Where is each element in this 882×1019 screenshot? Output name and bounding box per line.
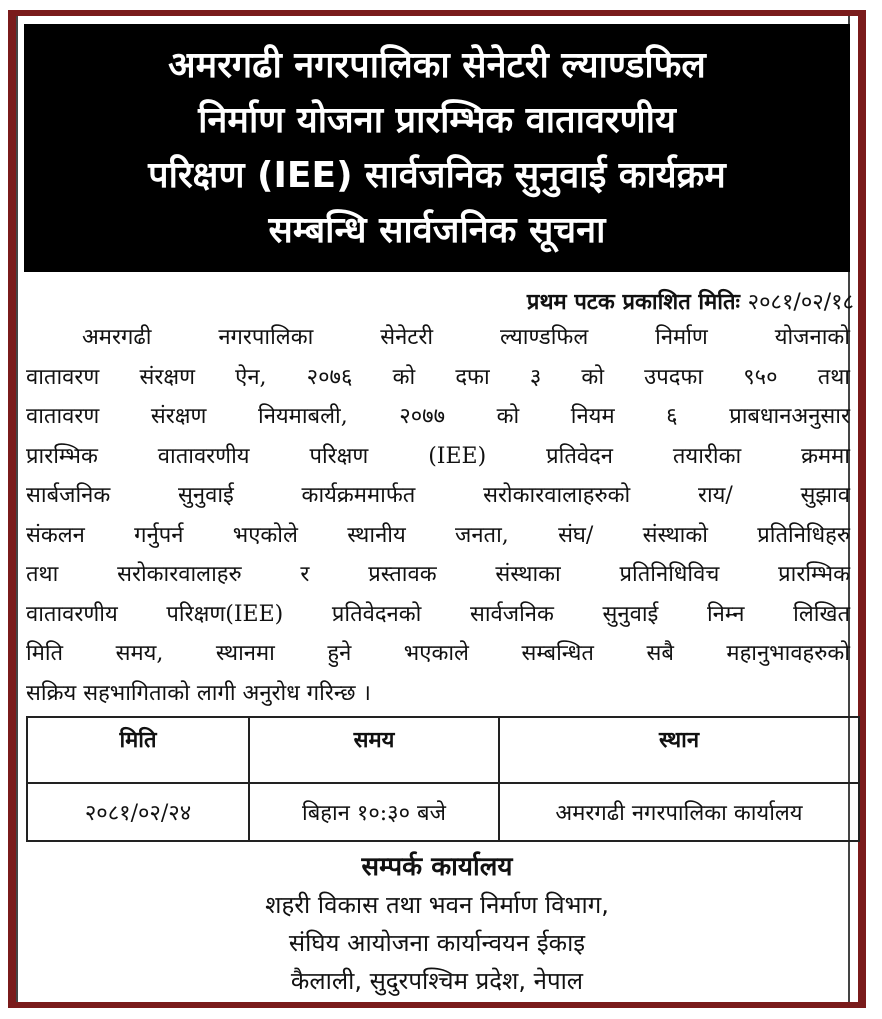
headline-line: परिक्षण (IEE) सार्वजनिक सुनुवाई कार्यक्रम <box>148 155 726 196</box>
body-line: तथा सरोकारवालाहरु र प्रस्तावक संस्थाका प्रतिनिधिविच प्रारम्भिक <box>26 562 850 587</box>
publication-date-value: २०८१/०२/१८ <box>747 290 854 315</box>
headline-line: सम्बन्धि सार्वजनिक सूचना <box>268 210 606 251</box>
contact-title: सम्पर्क कार्यालय <box>361 852 513 882</box>
notice-headline <box>24 24 850 272</box>
publication-label: प्रथम पटक प्रकाशित मितिः <box>526 290 740 315</box>
header-time: समय <box>249 717 499 783</box>
contact-line: संघिय आयोजना कार्यान्वयन ईकाइ <box>288 929 586 957</box>
contact-line: शहरी विकास तथा भवन निर्माण विभाग, <box>265 891 609 919</box>
headline-line: अमरगढी नगरपालिका सेनेटरी ल्याण्डफिल <box>168 45 706 86</box>
body-line: वातावरणीय परिक्षण(IEE) प्रतिवेदनको सार्वजनिक सुनुवाई निम्न लिखित <box>26 601 850 627</box>
body-line: मिति समय, स्थानमा हुने भएकाले सम्बन्धित सबै महानुभावहरुको <box>26 641 850 666</box>
headline-line: निर्माण योजना प्रारम्भिक वातावरणीय <box>198 100 676 141</box>
body-line: सक्रिय सहभागिताको लागी अनुरोध गरिन्छ । <box>26 680 371 706</box>
body-line: संकलन गर्नुपर्न भएकोले स्थानीय जनता, संघ/ संस्थाको प्रतिनिधिहरु <box>26 522 850 548</box>
body-line: प्रारम्भिक वातावरणीय परिक्षण (IEE) प्रतिवेदन तयारीका क्रममा <box>26 443 850 469</box>
header-venue: स्थान <box>499 717 859 783</box>
body-line: सार्बजनिक सुनुवाई कार्यक्रममार्फत सरोकारवालाहरुको राय/ सुझाव <box>26 483 850 508</box>
body-line: वातावरण संरक्षण ऐन, २०७६ को दफा ३ को उपदफा ९५० तथा <box>26 364 850 390</box>
notice-body <box>26 318 850 713</box>
cell-venue: अमरगढी नगरपालिका कार्यालय <box>499 783 859 841</box>
body-line: अमरगढी नगरपालिका सेनेटरी ल्याण्डफिल निर्माण योजनाको <box>82 325 850 350</box>
schedule-table <box>26 716 860 842</box>
header-date: मिति <box>27 717 249 783</box>
contact-line: कैलाली, सुदुरपश्चिम प्रदेश, नेपाल <box>290 967 584 995</box>
cell-date: २०८१/०२/२४ <box>27 783 249 841</box>
body-line: वातावरण संरक्षण नियमाबली, २०७७ को नियम ६ प्राबधानअनुसार <box>26 404 850 429</box>
contact-block <box>24 848 850 1000</box>
table-row <box>27 783 859 841</box>
cell-time: बिहान १०:३० बजे <box>249 783 499 841</box>
table-header-row <box>27 717 859 783</box>
publication-date <box>527 286 854 316</box>
